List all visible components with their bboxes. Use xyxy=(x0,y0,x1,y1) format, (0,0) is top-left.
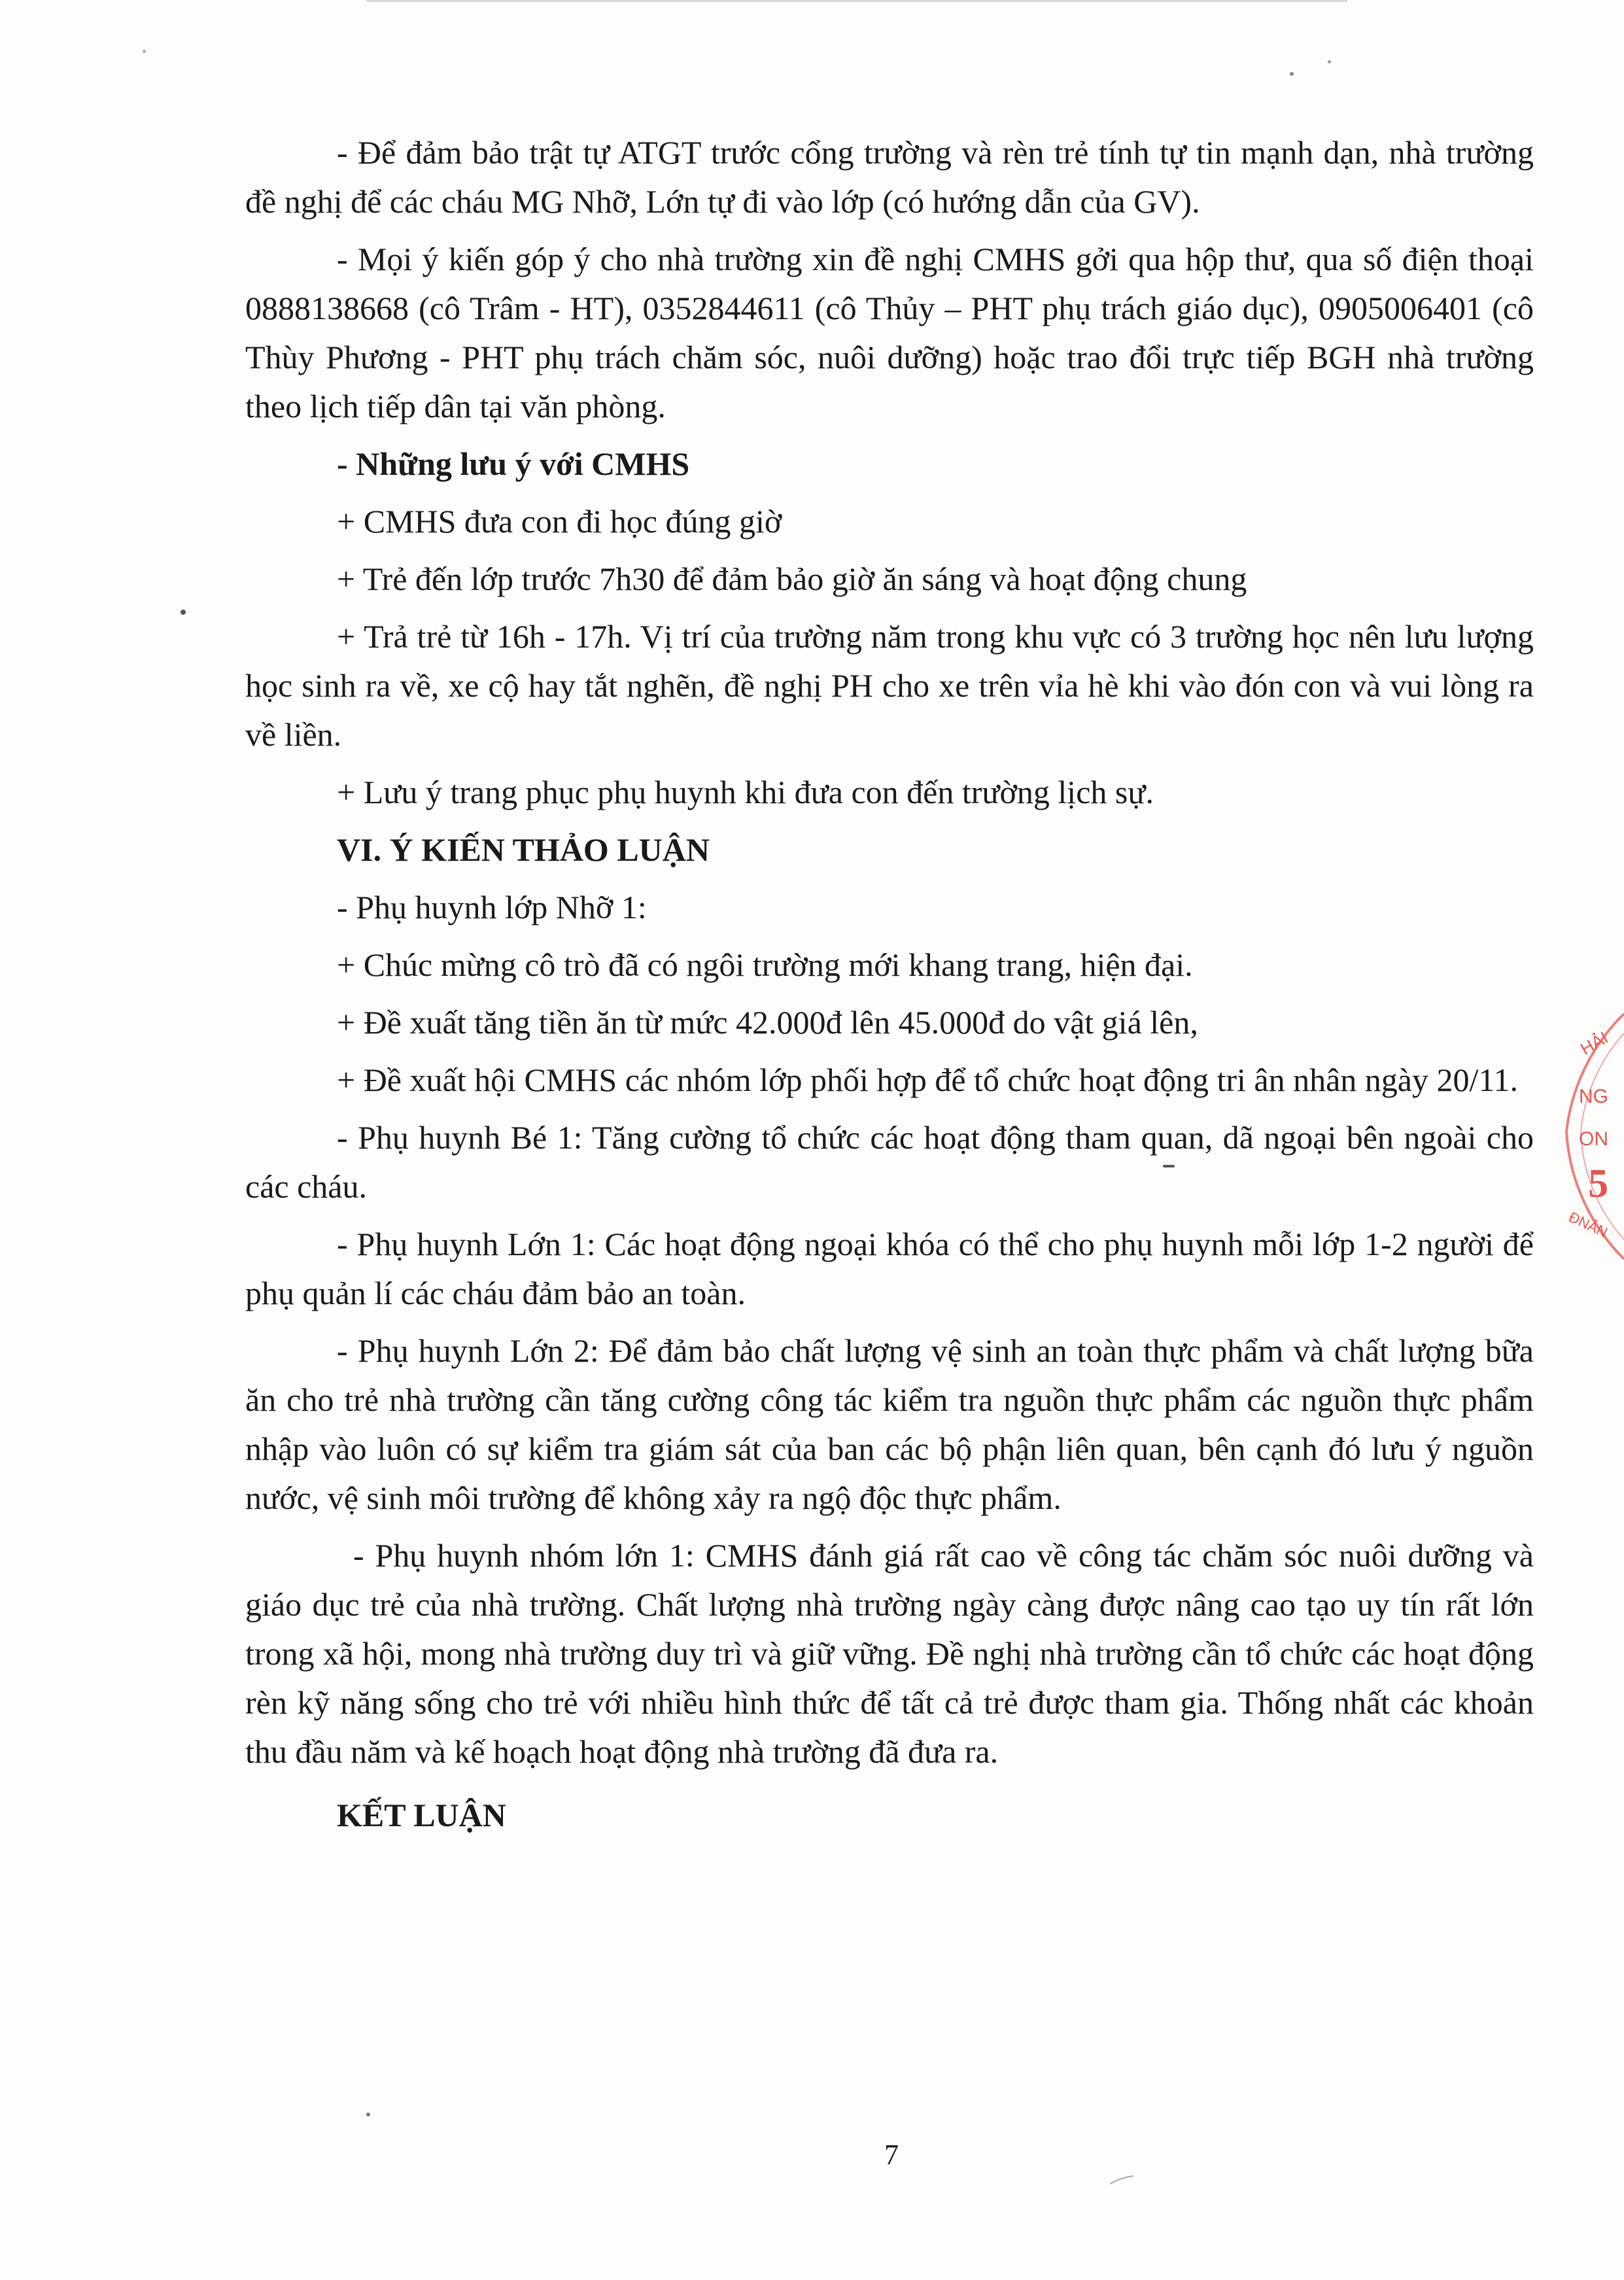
seal-fragment-5: ĐNẴN xyxy=(1566,1209,1610,1241)
heading-conclusion: KẾT LUẬN xyxy=(337,1797,506,1833)
parent-nho1-meal-fee: + Đề xuất tăng tiền ăn từ mức 42.000đ lên 45.000đ do vật giá lên, xyxy=(337,1004,1198,1041)
page-number: 7 xyxy=(884,2139,899,2171)
scan-speck xyxy=(1328,60,1331,63)
seal-fragment-4: 5 xyxy=(1588,1162,1608,1206)
scan-speck xyxy=(143,50,146,53)
document-body xyxy=(245,128,1534,1848)
seal-fragment-3: ON xyxy=(1579,1128,1608,1150)
scan-speck xyxy=(1290,72,1294,76)
parent-nho1-congrats: + Chúc mừng cô trò đã có ngôi trường mới khang trang, hiện đại. xyxy=(337,946,1193,983)
scan-edge-line xyxy=(366,0,1347,2)
note-arrival-time: + Trẻ đến lớp trước 7h30 để đảm bảo giờ ăn sáng và hoạt động chung xyxy=(337,561,1247,597)
parent-nhomlon1-comment: - Phụ huynh nhóm lớn 1: CMHS đánh giá rất cao về công tác chăm sóc nuôi dưỡng và giáo dục trẻ của nhà trường. Chất lượng nhà trường ngày càng được nâng cao tạo uy tín rất lớn trong xã hội, mong nhà trường duy trì và giữ vững. Đề nghị nhà trường cần tổ chức các hoạt động rèn kỹ năng sống cho trẻ với nhiều hình thức để tất cả trẻ được tham gia. Thống nhất các khoản thu đầu năm và kế hoạch hoạt động nhà trường đã đưa ra. xyxy=(245,1537,1534,1770)
section-heading-discussion: VI. Ý KIẾN THẢO LUẬN xyxy=(337,831,710,868)
parent-nho1-teacher-day: + Đề xuất hội CMHS các nhóm lớp phối hợp để tổ chức hoạt động tri ân nhân ngày 20/11. xyxy=(337,1062,1519,1098)
seal-fragment-1: HẢI xyxy=(1576,1028,1612,1059)
seal-fragment-2: NG xyxy=(1579,1086,1608,1107)
note-pickup-time: + Trả trẻ từ 16h - 17h. Vị trí của trường năm trong khu vực có 3 trường học nên lưu lượng học sinh ra về, xe cộ hay tắt nghẽn, đề nghị PH cho xe trên vỉa hè khi vào đón con và vui lòng ra về liền. xyxy=(245,618,1534,753)
scan-speck xyxy=(1163,1165,1175,1167)
parent-nho1-label: - Phụ huynh lớp Nhỡ 1: xyxy=(337,889,647,925)
scan-mark-icon xyxy=(1109,2175,1135,2186)
heading-notes-for-parents: - Những lưu ý với CMHS xyxy=(337,445,690,482)
scan-speck xyxy=(366,2113,370,2116)
note-parent-attire: + Lưu ý trang phục phụ huynh khi đưa con đến trường lịch sự. xyxy=(337,774,1154,810)
paragraph-feedback-contacts: - Mọi ý kiến góp ý cho nhà trường xin đề nghị CMHS gởi qua hộp thư, qua số điện thoại 0888138668 (cô Trâm - HT), 0352844611 (cô Thủy – PHT phụ trách giáo dục), 0905006401 (cô Thùy Phương - PHT phụ trách chăm sóc, nuôi dưỡng) hoặc trao đổi trực tiếp BGH nhà trường theo lịch tiếp dân tại văn phòng. xyxy=(245,241,1534,424)
official-seal-stamp xyxy=(1540,1001,1624,1275)
parent-lon2-comment: - Phụ huynh Lớn 2: Để đảm bảo chất lượng vệ sinh an toàn thực phẩm và chất lượng bữa ăn cho trẻ nhà trường cần tăng cường công tác kiểm tra nguồn thực phẩm các nguồn thực phẩm nhập vào luôn có sự kiểm tra giám sát của ban các bộ phận liên quan, bên cạnh đó lưu ý nguồn nước, vệ sinh môi trường để không xảy ra ngộ độc thực phẩm. xyxy=(245,1332,1534,1516)
parent-be1-comment: - Phụ huynh Bé 1: Tăng cường tổ chức các hoạt động tham quan, dã ngoại bên ngoài cho các cháu. xyxy=(245,1119,1534,1205)
note-on-time: + CMHS đưa con đi học đúng giờ xyxy=(337,503,782,540)
scan-speck xyxy=(181,610,186,615)
paragraph-traffic-safety: - Để đảm bảo trật tự ATGT trước cổng trường và rèn trẻ tính tự tin mạnh dạn, nhà trường đề nghị để các cháu MG Nhỡ, Lớn tự đi vào lớp (có hướng dẫn của GV). xyxy=(245,134,1534,220)
parent-lon1-comment: - Phụ huynh Lớn 1: Các hoạt động ngoại khóa có thể cho phụ huynh mỗi lớp 1-2 người để phụ quản lí các cháu đảm bảo an toàn. xyxy=(245,1226,1534,1311)
